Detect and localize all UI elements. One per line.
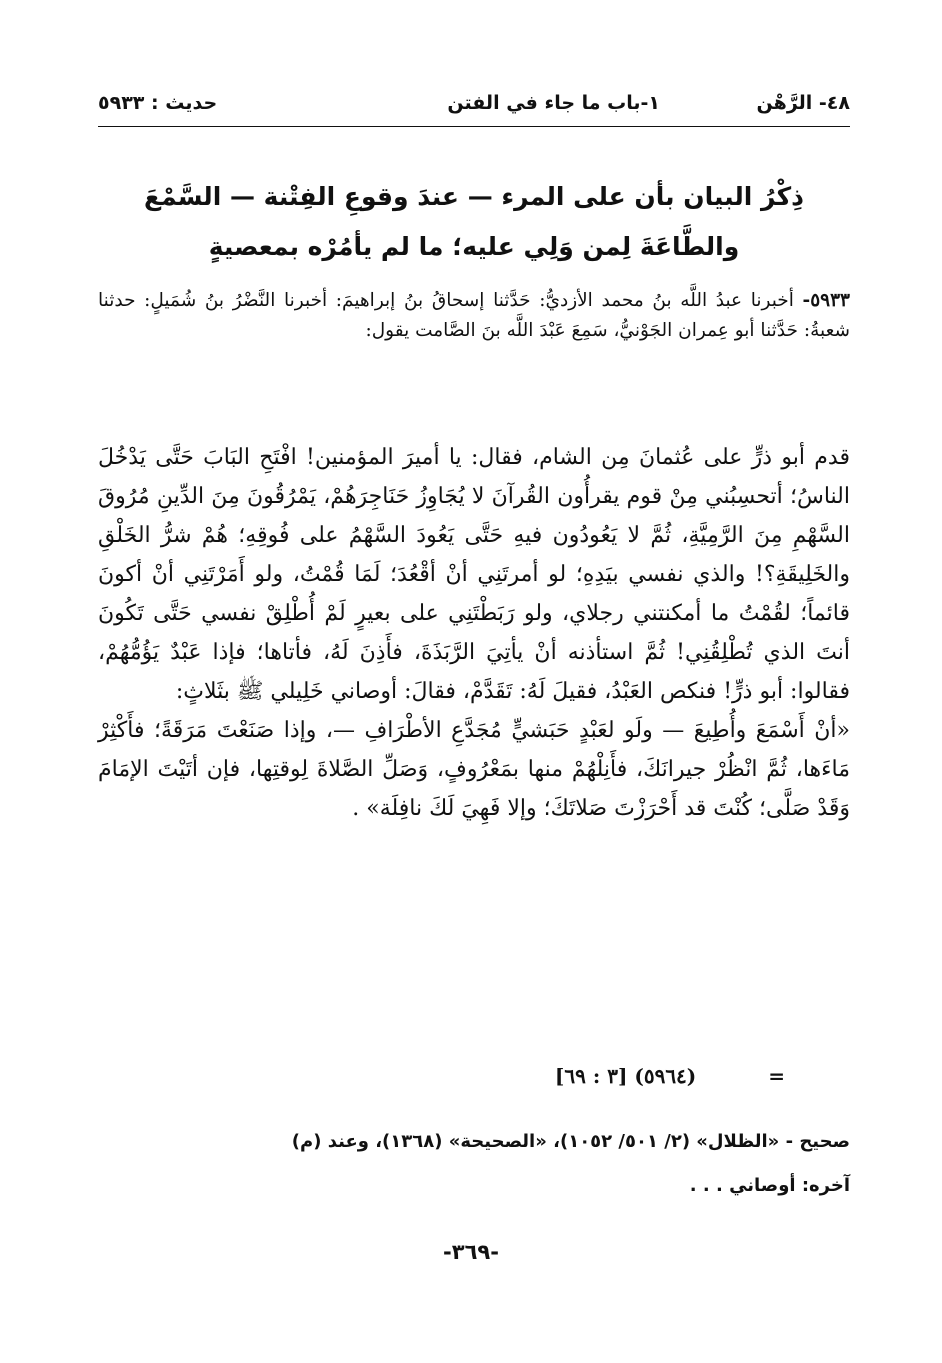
grading-line-2: آخره: أوصاني . . . xyxy=(689,1175,850,1196)
grading-line-1: صحيح - «الظلال» (٢/ ٥٠١/ ١٠٥٢)، «الصحيحة» (١٣٦٨)، وعند (م) xyxy=(291,1131,850,1152)
reference-text: (٥٩٦٤) [٣ : ٦٩] xyxy=(554,1064,697,1088)
hadith-isnad xyxy=(98,286,850,346)
header-divider xyxy=(98,126,850,127)
heading-line-1: ذِكْرُ البيان بأن على المرء — عندَ وقوعِ الفِتْنة — السَّمْعَ xyxy=(144,182,804,211)
page-number-text: -٣٦٩- xyxy=(443,1240,499,1264)
hadith-grading xyxy=(98,1120,850,1208)
isnad-text: أخبرنا عبدُ اللَّه بنُ محمد الأزديُّ: حَدَّثنا إسحاقُ بنُ إبراهيمَ: أخبرنا النَّضْرُ بنُ شُمَيلٍ: حدثنا شعبةُ: حَدَّثنا أبو عِمران الجَوْنيُّ، سَمِعَ عَبْدَ اللَّه بنَ الصَّامت يقول: xyxy=(98,290,850,341)
chapter-title: ٤٨- الرَّهْن xyxy=(756,92,850,114)
matn-quote: «أنْ أَسْمَعَ وأُطِيعَ — ولَو لعَبْدٍ حَبَشيٍّ مُجَدَّعِ الأطْرَافِ —، وإذا صَنَعْتَ مَرَقَةً؛ فأَكْثِرْ مَاءَها، ثُمَّ انْظُرْ جيرانَكَ، فأَنِلْهُمْ منها بمَعْرُوفٍ، وَصَلِّ الصَّلاةَ لِوقتِها، فإن أتَيْتَ الإمَامَ وَقَدْ صَلَّى؛ كُنْتَ قد أَحْرَزْتَ صَلاتَكَ؛ وإلا فَهِيَ لَكَ نافِلَة» . xyxy=(98,718,850,821)
page-number xyxy=(0,1240,942,1264)
matn-text: قدم أبو ذرٍّ على عُثمانَ مِن الشام، فقال: يا أميرَ المؤمنين! افْتَحِ البَابَ حَتَّى يَدْخُلَ الناسُ؛ أتحسِبُني مِنْ قوم يقرأُون القُرآنَ لا يُجَاوِزُ حَنَاجِرَهُمْ، يَمْرُقُونَ مِنَ الدِّينِ مُرُوقَ السَّهْمِ مِنَ الرَّمِيَّةِ، ثُمَّ لا يَعُودُون فيهِ حَتَّى يَعُودَ السَّهْمُ على فُوقِهِ؛ هُمْ شرُّ الخَلْقِ والخَلِيقَةِ؟! والذي نفسي بيَدِهِ؛ لو أمرتَنِي أنْ أقْعُدَ؛ لَمَا قُمْتُ، ولو أَمَرْتَنِي أنْ أكونَ قائماً؛ لقُمْتُ ما أمكنتني رجلاي، ولو رَبَطْتَنِي على بعيرٍ لَمْ أُطْلِقْ نفسي حَتَّى تَكُونَ أنتَ الذي تُطْلِقُنِي! ثُمَّ استأذنه أنْ يأتِيَ الرَّبَذَةَ، فأَذِنَ لَهُ، فأتاها؛ فإذا عَبْدٌ يَؤُمُّهُمْ، فقالوا: أبو ذرٍّ! فنكص العَبْدُ، فقيلَ لَهُ: تَقَدَّمْ، فقالَ: أوصاني خَلِيلي ﷺ بثَلاثٍ: xyxy=(98,445,850,704)
cross-reference xyxy=(98,1064,850,1088)
heading-line-2: والطَّاعَةَ لِمن وَلِي عليه؛ ما لم يأمُرْه بمعصيةٍ xyxy=(208,232,740,261)
hadith-matn xyxy=(98,438,850,828)
section-title: ١-باب ما جاء في الفتن xyxy=(447,92,660,114)
hadith-number: ٥٩٣٣- xyxy=(802,290,850,311)
reference-sign: = xyxy=(768,1064,785,1088)
running-header xyxy=(98,92,850,128)
hadith-number-label: حديث : ٥٩٣٣ xyxy=(98,92,218,114)
chapter-heading xyxy=(98,172,850,272)
